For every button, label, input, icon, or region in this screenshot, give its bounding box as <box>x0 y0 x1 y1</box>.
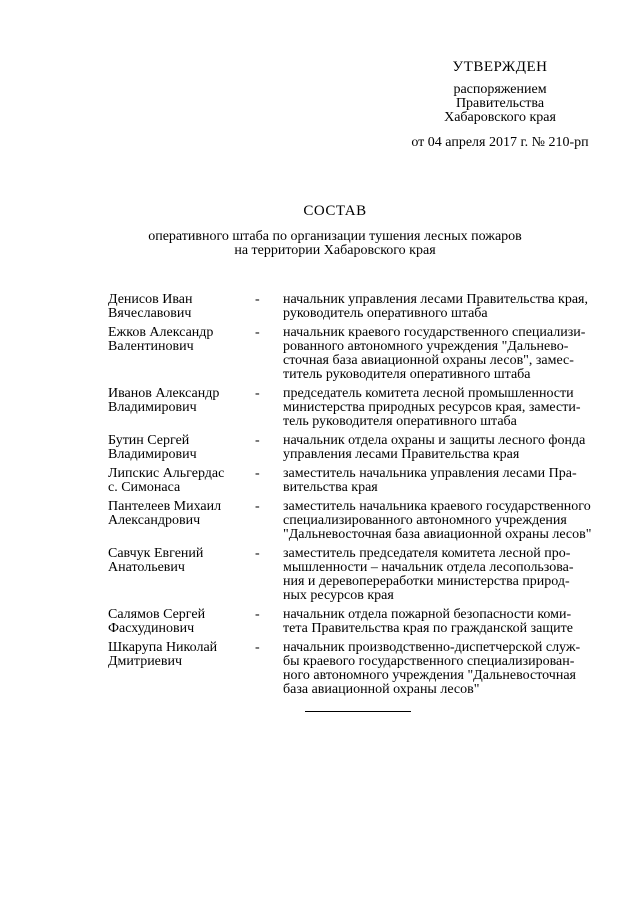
member-role-line: вительства края <box>283 480 378 495</box>
member-role <box>283 608 608 636</box>
member-name <box>108 387 255 429</box>
member-name-line: Липскис Альгердас <box>108 466 225 481</box>
member-role-line: заместитель начальника управления лесами Пра- <box>283 466 577 481</box>
member-role <box>283 467 608 495</box>
member-role-line: специализированного автономного учреждения <box>283 513 567 528</box>
member-dash: - <box>255 546 260 561</box>
member-role <box>283 434 608 462</box>
member-role <box>283 641 608 697</box>
member-role-line: ного автономного учреждения "Дальневосточная <box>283 668 576 683</box>
member-role-line: председатель комитета лесной промышленности <box>283 386 574 401</box>
member-role-line: заместитель председателя комитета лесной про- <box>283 546 571 561</box>
member-role-line: тель руководителя оперативного штаба <box>283 414 517 429</box>
member-name <box>108 641 255 697</box>
member-row <box>108 467 608 495</box>
member-row <box>108 641 608 697</box>
member-role-line: министерства природных ресурсов края, замести- <box>283 400 581 415</box>
member-name-line: Владимирович <box>108 447 197 462</box>
member-name-line: Денисов Иван <box>108 292 193 307</box>
member-role-line: начальник отдела охраны и защиты лесного фонда <box>283 433 586 448</box>
member-name-line: Анатольевич <box>108 560 185 575</box>
member-name-line: Владимирович <box>108 400 197 415</box>
member-name-line: Фасхудинович <box>108 621 195 636</box>
member-dash: - <box>255 466 260 481</box>
member-name-line: Бутин Сергей <box>108 433 190 448</box>
member-name-line: Салямов Сергей <box>108 607 206 622</box>
approval-date: от 04 апреля 2017 г. № 210-рп <box>411 135 589 150</box>
member-role <box>283 293 608 321</box>
member-role <box>283 326 608 382</box>
member-name <box>108 608 255 636</box>
member-role-line: ных ресурсов края <box>283 588 394 603</box>
member-row <box>108 387 608 429</box>
document-subtitle-line: оперативного штаба по организации тушения лесных пожаров <box>148 229 522 244</box>
approval-line: Правительства <box>455 96 545 111</box>
member-dash: - <box>255 433 260 448</box>
member-role-line: тета Правительства края по гражданской защите <box>283 621 573 636</box>
member-name <box>108 467 255 495</box>
member-name-line: Шкарупа Николай <box>108 640 218 655</box>
approval-line: распоряжением <box>453 82 547 97</box>
member-role-line: база авиационной охраны лесов" <box>283 682 480 697</box>
member-row <box>108 293 608 321</box>
member-role-line: начальник краевого государственного специализи- <box>283 325 586 340</box>
member-role <box>283 547 608 603</box>
document-subtitle-line: на территории Хабаровского края <box>234 243 436 258</box>
member-role-line: "Дальневосточная база авиационной охраны лесов" <box>283 527 592 542</box>
member-name-line: Александрович <box>108 513 201 528</box>
closing-divider <box>305 711 411 712</box>
member-name <box>108 326 255 382</box>
member-name-line: Дмитриевич <box>108 654 183 669</box>
member-role-line: начальник отдела пожарной безопасности коми- <box>283 607 572 622</box>
member-dash: - <box>255 607 260 622</box>
member-role-line: бы краевого государственного специализирован- <box>283 654 575 669</box>
approval-stamp <box>400 57 600 151</box>
member-name-line: Ежков Александр <box>108 325 214 340</box>
member-name <box>108 434 255 462</box>
approval-heading: УТВЕРЖДЕН <box>452 59 548 75</box>
member-row <box>108 547 608 603</box>
member-name <box>108 293 255 321</box>
member-name-line: Иванов Александр <box>108 386 220 401</box>
member-role <box>283 500 608 542</box>
member-dash: - <box>255 499 260 514</box>
member-role-line: мышленности – начальник отдела лесопользова- <box>283 560 574 575</box>
members-list <box>108 293 608 702</box>
member-role-line: заместитель начальника краевого государственного <box>283 499 591 514</box>
member-role-line: сточная база авиационной охраны лесов", замес- <box>283 353 574 368</box>
member-role-line: титель руководителя оперативного штаба <box>283 367 531 382</box>
member-role <box>283 387 608 429</box>
document-title-block <box>120 202 550 258</box>
member-row <box>108 434 608 462</box>
approval-line: Хабаровского края <box>444 110 556 125</box>
member-role-line: рованного автономного учреждения "Дальнево- <box>283 339 569 354</box>
member-name <box>108 547 255 603</box>
member-role-line: начальник производственно-диспетчерской служ- <box>283 640 581 655</box>
member-name-line: с. Симонаса <box>108 480 181 495</box>
member-dash: - <box>255 325 260 340</box>
member-row <box>108 326 608 382</box>
member-name <box>108 500 255 542</box>
member-role-line: начальник управления лесами Правительства края, <box>283 292 588 307</box>
member-role-line: руководитель оперативного штаба <box>283 306 488 321</box>
document-title: СОСТАВ <box>303 203 367 219</box>
member-dash: - <box>255 292 260 307</box>
member-name-line: Савчук Евгений <box>108 546 204 561</box>
member-name-line: Валентинович <box>108 339 194 354</box>
member-name-line: Вячеславович <box>108 306 192 321</box>
member-row <box>108 500 608 542</box>
member-dash: - <box>255 640 260 655</box>
member-role-line: управления лесами Правительства края <box>283 447 520 462</box>
member-name-line: Пантелеев Михаил <box>108 499 222 514</box>
member-role-line: ния и деревопереработки министерства природ- <box>283 574 570 589</box>
member-row <box>108 608 608 636</box>
member-dash: - <box>255 386 260 401</box>
